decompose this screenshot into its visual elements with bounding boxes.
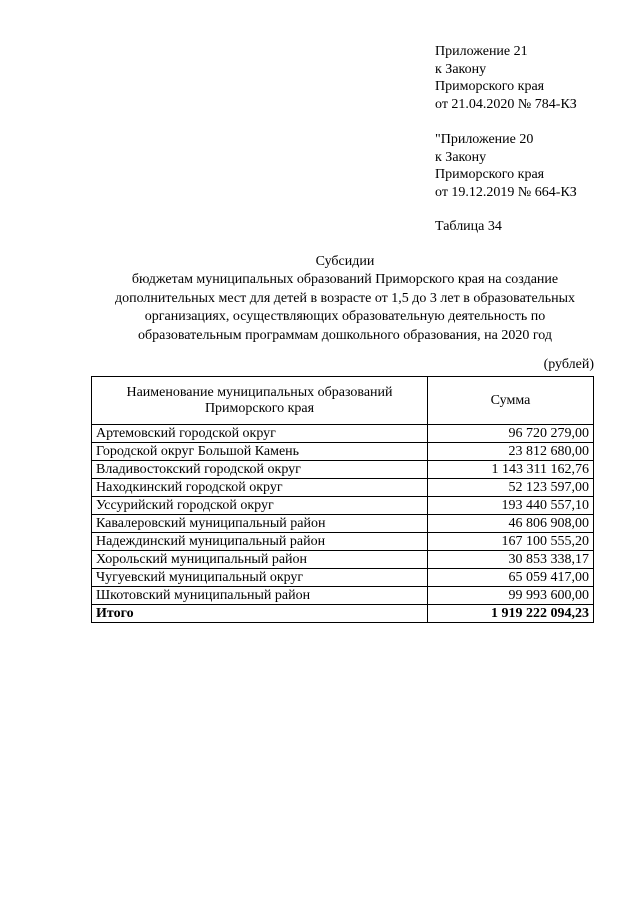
appendix-20-line: к Закону — [435, 149, 487, 165]
appendix-21-header — [435, 43, 577, 113]
table-header-row — [92, 377, 594, 425]
table-row — [92, 425, 594, 443]
subsidy-amount: 65 059 417,00 — [428, 569, 594, 587]
column-header-name: Наименование муниципальных образований Приморского края — [92, 377, 428, 425]
table-total-row — [92, 605, 594, 623]
subsidy-amount: 30 853 338,17 — [428, 551, 594, 569]
subsidy-amount: 193 440 557,10 — [428, 497, 594, 515]
appendix-20-header — [435, 131, 577, 201]
units-label: (рублей) — [543, 357, 594, 372]
table-row — [92, 569, 594, 587]
appendix-20-line: Приморского края — [435, 167, 545, 182]
table-row — [92, 443, 594, 461]
title-line: бюджетам муниципальных образований Приморского края на создание — [131, 272, 559, 288]
title-line: образовательным программам дошкольного образования, на 2020 год — [138, 327, 552, 343]
appendix-21-line: от 21.04.2020 № 784-КЗ — [435, 96, 577, 112]
title-line: организациях, осуществляющих образовательную деятельность по — [144, 309, 546, 325]
table-row — [92, 515, 594, 533]
document-title — [60, 253, 630, 345]
appendix-21-line: Приложение 21 — [435, 44, 528, 59]
table-row — [92, 533, 594, 551]
title-line: Субсидии — [315, 254, 375, 269]
column-header-amount: Сумма — [428, 377, 594, 425]
subsidy-amount: 46 806 908,00 — [428, 515, 594, 533]
table-row — [92, 497, 594, 515]
municipality-name: Владивостокский городской округ — [92, 461, 428, 479]
appendix-20-line: "Приложение 20 — [435, 132, 534, 147]
title-line: дополнительных мест для детей в возрасте от 1,5 до 3 лет в образовательных — [114, 290, 576, 306]
municipality-name: Шкотовский муниципальный район — [92, 587, 428, 605]
municipality-name: Хорольский муниципальный район — [92, 551, 428, 569]
table-row — [92, 479, 594, 497]
municipality-name: Кавалеровский муниципальный район — [92, 515, 428, 533]
subsidy-amount: 96 720 279,00 — [428, 425, 594, 443]
municipality-name: Уссурийский городской округ — [92, 497, 428, 515]
municipality-name: Артемовский городской округ — [92, 425, 428, 443]
municipality-name: Городской округ Большой Камень — [92, 443, 428, 461]
appendix-21-line: к Закону — [435, 61, 487, 77]
subsidy-amount: 1 143 311 162,76 — [428, 461, 594, 479]
total-label: Итого — [92, 605, 428, 623]
total-amount: 1 919 222 094,23 — [428, 605, 594, 623]
appendix-21-line: Приморского края — [435, 79, 545, 94]
table-number: Таблица 34 — [435, 219, 502, 234]
subsidy-table — [91, 376, 594, 623]
table-row — [92, 461, 594, 479]
subsidy-amount: 167 100 555,20 — [428, 533, 594, 551]
table-row — [92, 551, 594, 569]
appendix-20-line: от 19.12.2019 № 664-КЗ — [435, 184, 577, 200]
table-row — [92, 587, 594, 605]
municipality-name: Находкинский городской округ — [92, 479, 428, 497]
subsidy-amount: 99 993 600,00 — [428, 587, 594, 605]
subsidy-amount: 52 123 597,00 — [428, 479, 594, 497]
municipality-name: Чугуевский муниципальный округ — [92, 569, 428, 587]
municipality-name: Надеждинский муниципальный район — [92, 533, 428, 551]
subsidy-amount: 23 812 680,00 — [428, 443, 594, 461]
